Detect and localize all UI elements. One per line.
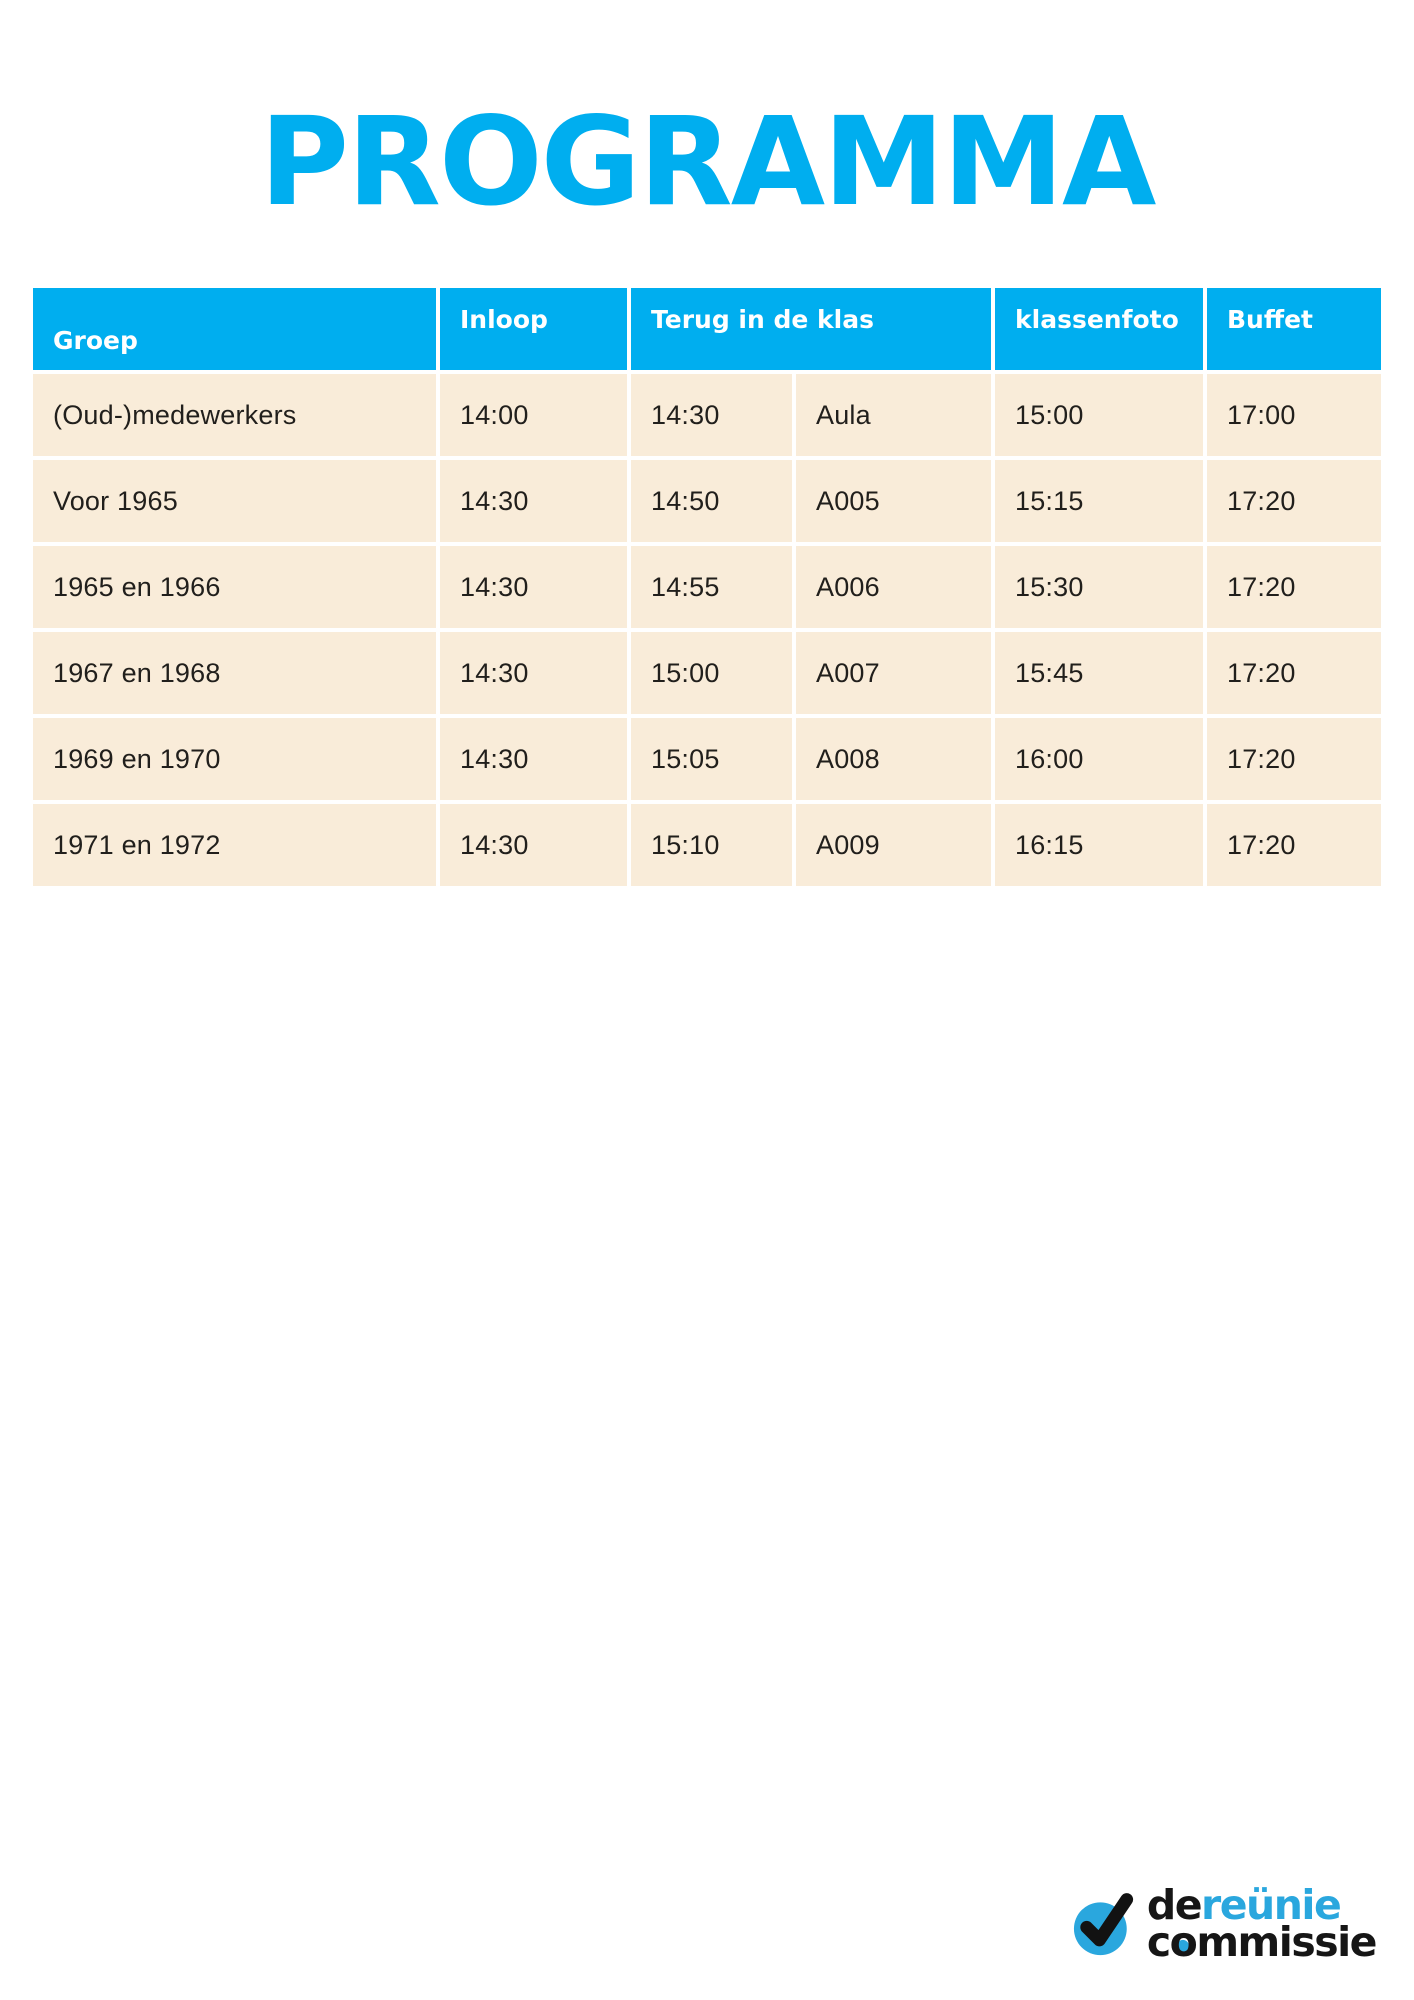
cell-klassenfoto: 16:15 [995, 804, 1203, 886]
cell-inloop: 14:00 [440, 374, 627, 456]
logo-word-reunie: reünie [1201, 1880, 1341, 1929]
column-header-inloop: Inloop [440, 288, 627, 370]
cell-inloop: 14:30 [440, 718, 627, 800]
cell-terug-tijd: 15:10 [631, 804, 792, 886]
column-header-buffet: Buffet [1207, 288, 1381, 370]
cell-inloop: 14:30 [440, 632, 627, 714]
column-header-terug-in-de-klas: Terug in de klas [631, 288, 991, 370]
cell-buffet: 17:20 [1207, 546, 1381, 628]
cell-lokaal: A005 [796, 460, 991, 542]
cell-groep: 1967 en 1968 [33, 632, 436, 714]
column-header-groep: Groep [33, 288, 436, 370]
cell-terug-tijd: 15:05 [631, 718, 792, 800]
schedule-table [33, 288, 1381, 886]
cell-groep: 1969 en 1970 [33, 718, 436, 800]
cell-terug-tijd: 14:55 [631, 546, 792, 628]
reuniecommissie-logo [1073, 1880, 1376, 1967]
cell-buffet: 17:00 [1207, 374, 1381, 456]
logo-wordmark-line2 [1146, 1918, 1376, 1967]
cell-groep: 1965 en 1966 [33, 546, 436, 628]
logo-wordmark [1146, 1880, 1376, 1967]
logo-word-de: de [1146, 1880, 1201, 1929]
cell-terug-tijd: 15:00 [631, 632, 792, 714]
cell-lokaal: A009 [796, 804, 991, 886]
cell-lokaal: A008 [796, 718, 991, 800]
cell-terug-tijd: 14:30 [631, 374, 792, 456]
cell-buffet: 17:20 [1207, 460, 1381, 542]
cell-terug-tijd: 14:50 [631, 460, 792, 542]
cell-klassenfoto: 15:30 [995, 546, 1203, 628]
logo-word-commissie-c: c [1146, 1918, 1170, 1967]
cell-inloop: 14:30 [440, 460, 627, 542]
checkmark-circle-icon [1073, 1891, 1139, 1957]
cell-lokaal: A006 [796, 546, 991, 628]
logo-word-commissie-rest: mmissie [1196, 1918, 1376, 1967]
page-title: PROGRAMMA [259, 91, 1155, 233]
cell-groep: (Oud-)medewerkers [33, 374, 436, 456]
cell-buffet: 17:20 [1207, 632, 1381, 714]
logo-word-commissie-o: o [1169, 1918, 1197, 1967]
cell-lokaal: A007 [796, 632, 991, 714]
cell-klassenfoto: 15:15 [995, 460, 1203, 542]
cell-klassenfoto: 15:00 [995, 374, 1203, 456]
cell-buffet: 17:20 [1207, 718, 1381, 800]
cell-groep: Voor 1965 [33, 460, 436, 542]
column-header-klassenfoto: klassenfoto [995, 288, 1203, 370]
cell-inloop: 14:30 [440, 546, 627, 628]
cell-groep: 1971 en 1972 [33, 804, 436, 886]
cell-buffet: 17:20 [1207, 804, 1381, 886]
cell-klassenfoto: 16:00 [995, 718, 1203, 800]
cell-klassenfoto: 15:45 [995, 632, 1203, 714]
cell-inloop: 14:30 [440, 804, 627, 886]
cell-lokaal: Aula [796, 374, 991, 456]
